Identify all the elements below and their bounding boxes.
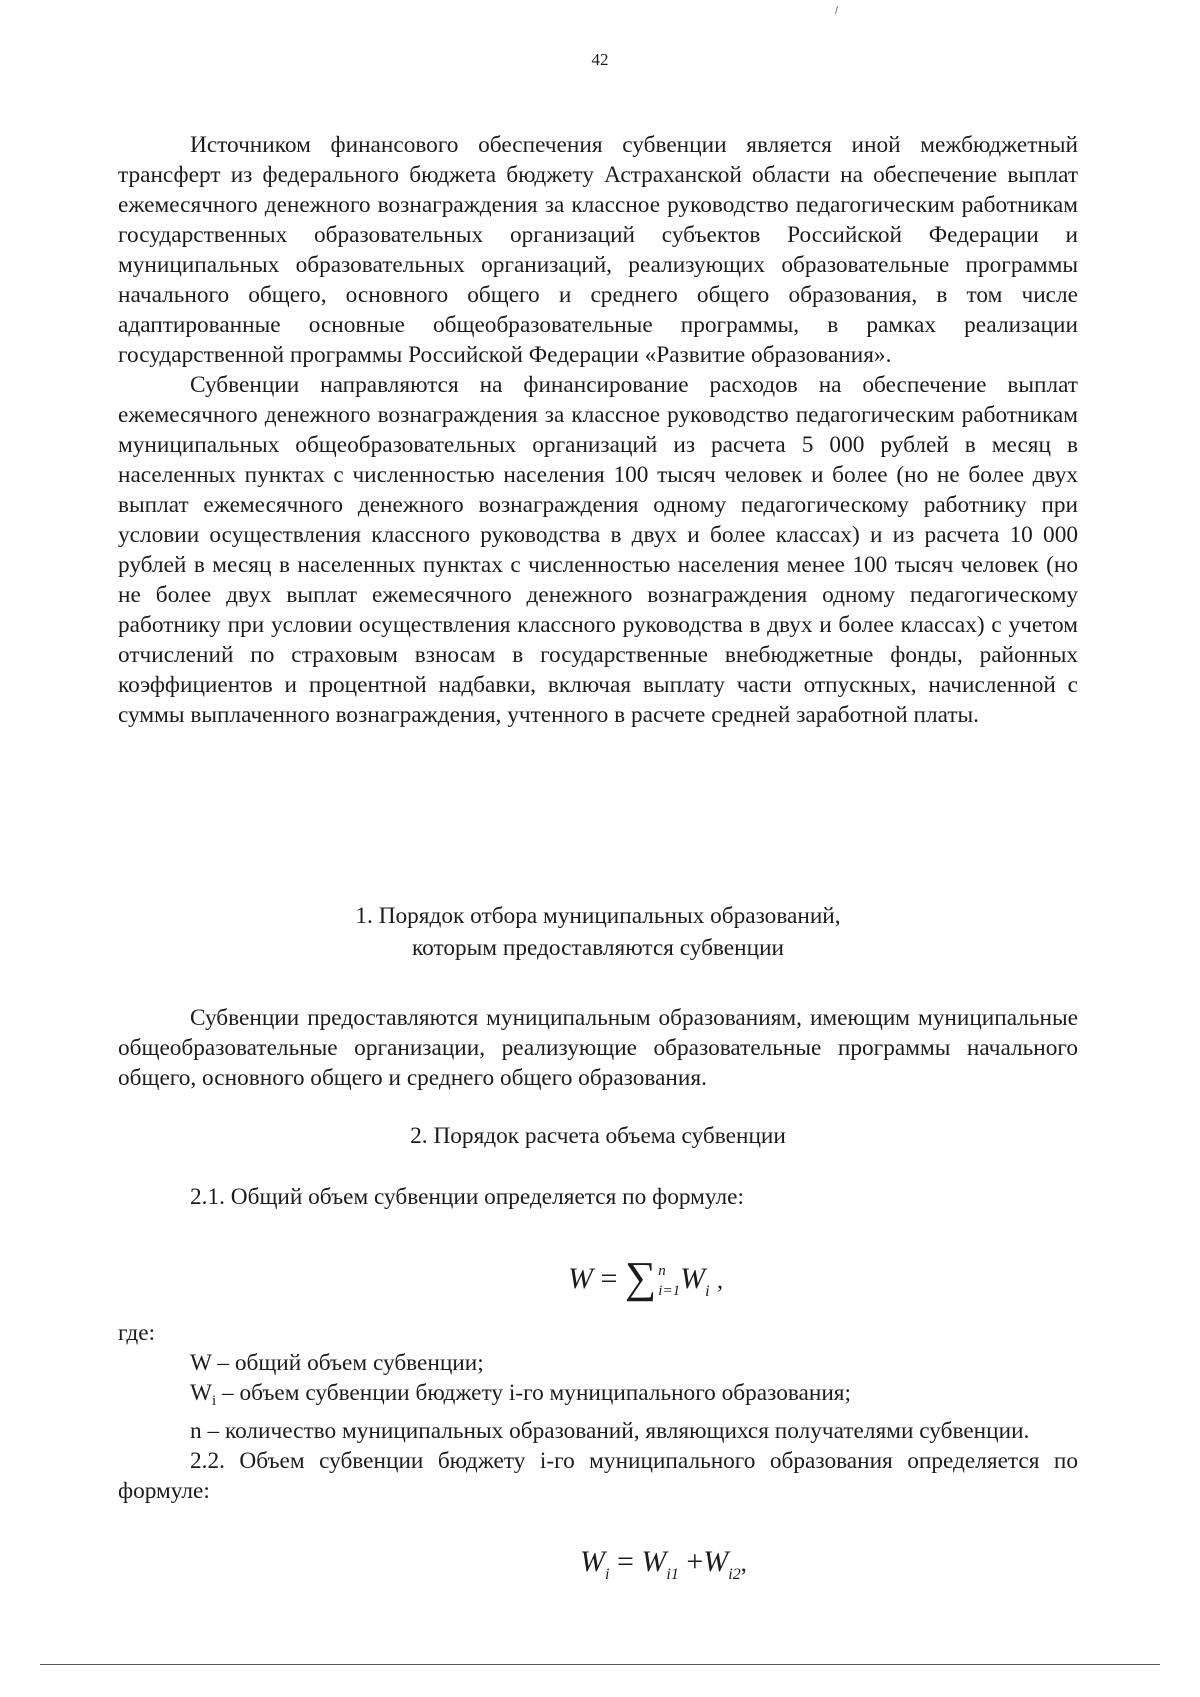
section1-heading-line2: которым предоставляются субвенции xyxy=(411,935,785,961)
formula2-tail: , xyxy=(740,1551,747,1577)
footer-divider xyxy=(40,1664,1160,1665)
paragraph-subvention-purpose: Субвенции направляются на финансирование расходов на обеспечение выплат ежемесячного денежного вознаграждения за классное руководство педагогическим работникам муниципальных общеобразовательных организаций из расчета 5 000 рублей в месяц в населенных пунктах с численностью населения 100 тысяч человек и более (но не более двух выплат ежемесячного денежного вознаграждения одному педагогическому работнику при условии осуществления классного руководства в двух и более классах) и из расчета 10 000 рублей в месяц в населенных пунктах с численностью населения менее 100 тысяч человек (но не более двух выплат ежемесячного денежного вознаграждения одному педагогическому работнику при условии осуществления классного руководства в двух и более классах) с учетом отчислений по страховым взносам в государственные внебюджетные фонды, районных коэффициентов и процентной надбавки, включая выплату части отпускных, начисленной с суммы выплаченного вознаграждения, учтенного в расчете средней заработной платы. xyxy=(118,372,1078,728)
section2-intro xyxy=(118,1182,1078,1212)
formula1-sum-sign: ∑ xyxy=(624,1253,657,1302)
formula1-limits xyxy=(658,1261,680,1301)
formula-municipal-volume xyxy=(580,1545,747,1584)
formula2-term2-sub: i2 xyxy=(728,1566,741,1583)
definitions xyxy=(118,1318,1078,1506)
formula1-lower: i=1 xyxy=(658,1283,681,1300)
paragraph-selection: Субвенции предоставляются муниципальным образованиям, имеющим муниципальные общеобразовательные организации, реализующие образовательные программы начального общего, основного общего и среднего общего образования. xyxy=(118,1005,1078,1091)
definition-n: n – количество муниципальных образований, являющихся получателями субвенции. xyxy=(190,1418,1030,1444)
page-number: 42 xyxy=(591,50,609,69)
definition-wi xyxy=(118,1378,1078,1416)
formula1-lhs: W xyxy=(568,1262,593,1295)
formula2-term2: W xyxy=(703,1545,729,1578)
intro-text xyxy=(118,130,1078,730)
where-label: где: xyxy=(118,1320,156,1346)
definition-wi-sub: i xyxy=(212,1393,217,1409)
formula2-lhs-sub: i xyxy=(605,1566,610,1583)
paragraph-2-1: 2.1. Общий объем субвенции определяется по формуле: xyxy=(190,1184,744,1210)
formula2-term1: W xyxy=(641,1545,667,1578)
formula-total-volume xyxy=(568,1252,723,1303)
formula1-eq: = xyxy=(600,1262,618,1295)
formula2-plus: + xyxy=(686,1545,704,1578)
paragraph-2-2: 2.2. Объем субвенции бюджету i-го муниципального образования определяется по формуле: xyxy=(118,1448,1078,1504)
scan-mark xyxy=(835,6,838,14)
formula1-upper: n xyxy=(658,1263,666,1280)
formula2-lhs: W xyxy=(580,1545,605,1578)
section2-heading: 2. Порядок расчета объема субвенции xyxy=(410,1123,786,1149)
section1-heading xyxy=(118,900,1078,964)
formula1-term: W xyxy=(680,1262,706,1295)
definition-wi-text: – объем субвенции бюджету i-го муниципального образования; xyxy=(216,1380,851,1406)
formula1-tail: , xyxy=(717,1268,724,1294)
definition-wi-symbol: W xyxy=(190,1380,212,1406)
formula2-eq: = xyxy=(616,1545,634,1578)
formula1-term-sub: i xyxy=(705,1283,710,1300)
paragraph-funding-source: Источником финансового обеспечения субвенции является иной межбюджетный трансферт из федерального бюджета бюджету Астраханской области на обеспечение выплат ежемесячного денежного вознаграждения за классное руководство педагогическим работникам государственных образовательных организаций субъектов Российской Федерации и муниципальных образовательных организаций, реализующих образовательные программы начального общего, основного общего и среднего общего образования, в том числе адаптированные основные общеобразовательные программы, в рамках реализации государственной программы Российской Федерации «Развитие образования». xyxy=(118,132,1078,368)
formula2-term1-sub: i1 xyxy=(666,1566,679,1583)
section1-heading-line1: 1. Порядок отбора муниципальных образований, xyxy=(355,903,841,929)
section1-text xyxy=(118,1003,1078,1093)
definition-w: W – общий объем субвенции; xyxy=(190,1350,484,1376)
